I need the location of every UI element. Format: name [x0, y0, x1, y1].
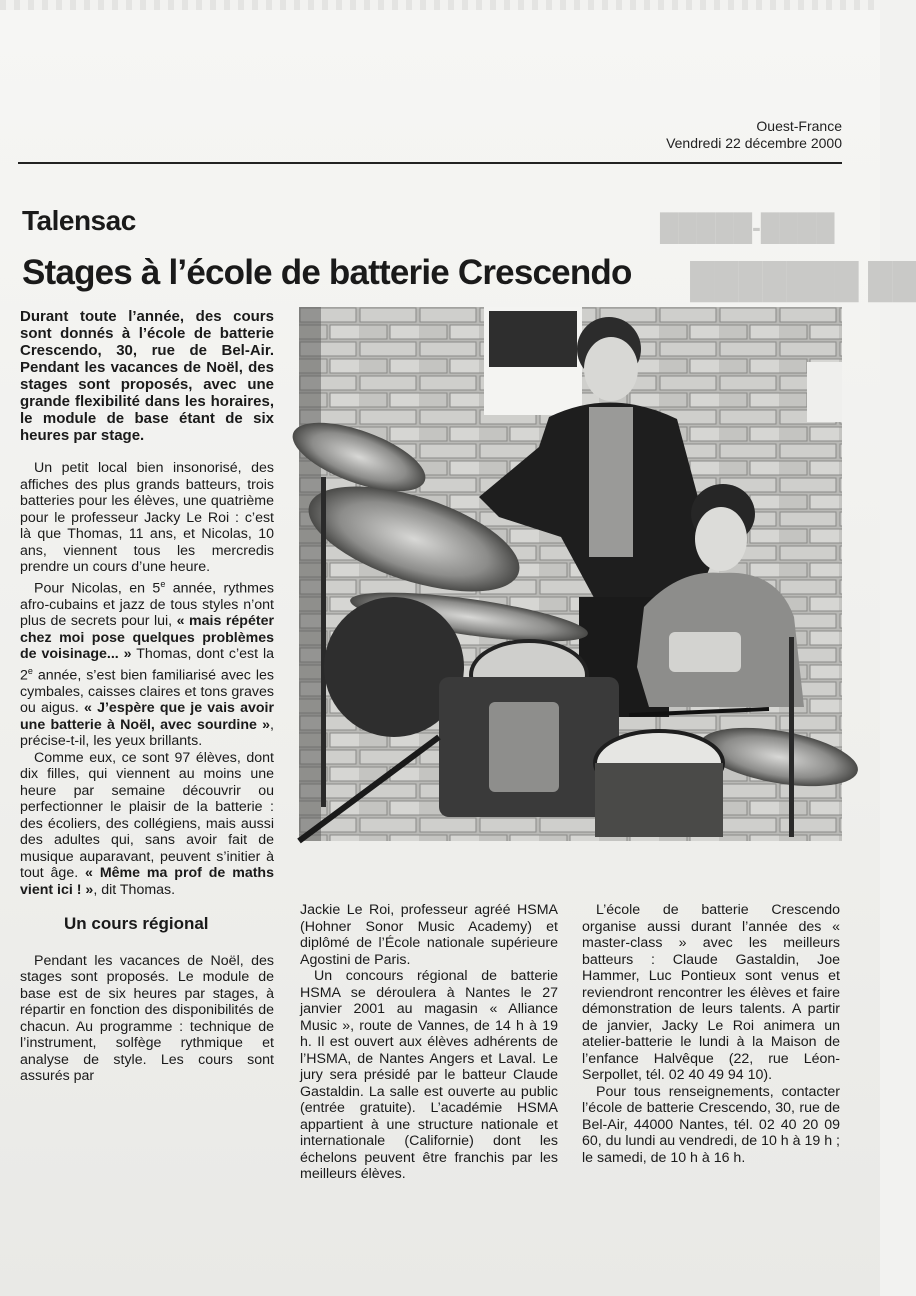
- quote: « Même ma prof de maths vient ici ! »: [20, 865, 274, 898]
- paragraph: Un petit local bien insonorisé, des affiches des plus grands batteurs, trois batteries pour les élèves, une quatrième pour le professeur Jacky Le Roi : c’est là que Thomas, 11 ans, et Nicolas, 10 ans, viennent tous les mercredis prendre un cours d’une heure.: [20, 460, 274, 575]
- article-column-3: [582, 902, 840, 1166]
- door-frame: [299, 307, 321, 841]
- header-rule: [18, 162, 842, 164]
- torn-edge: [0, 0, 880, 10]
- paragraph: Comme eux, ce sont 97 élèves, dont dix filles, qui viennent au moins une heure par semaine découvrir ou perfectionner le plaisir de la batterie : des écoliers, des collégiens, mais aussi des adultes qui, sans avoir fait de musique auparavant, peuvent s’initier à tout âge. « Même ma prof de maths vient ici ! », dit Thomas.: [20, 749, 274, 898]
- sweater-logo: [669, 632, 741, 672]
- paragraph: Un concours régional de batterie HSMA se déroulera à Nantes le 27 janvier 2001 au magasin « Alliance Music », route de Vannes, de 14 h à 19 h. Il est ouvert aux élèves adhérents de l’HSMA, de Nantes Angers et Laval. Le jury sera présidé par le batteur Claude Gastaldin. La salle est ouverte au public (entrée gratuite). L’académie HSMA appartient à une structure nationale et internationale (Californie) dont les échelons peuvent être franchis par les meilleurs élèves.: [300, 968, 558, 1182]
- bleed-through-text: ████-█████: [660, 212, 835, 242]
- poster-image: [489, 311, 577, 367]
- quote: « mais répéter chez moi pose quelques problèmes de voisinage... »: [20, 613, 274, 663]
- boy-face: [695, 507, 747, 571]
- teacher-shirt: [589, 407, 633, 557]
- paragraph: L’école de batterie Crescendo organise aussi durant l’année des « master-class » avec les meilleurs batteurs : Claude Gastaldin, Joe Hammer, Luc Pontieux sont venus et reviendront rencontrer les élèves et faire démonstration de leurs talents. A partir de janvier, Jacky Le Roi animera un atelier-batterie le lundi à la Maison de l’enfance Halvêque (22, rue Léon-Serpollet, tél. 02 40 49 94 10).: [582, 902, 840, 1083]
- drum-shell-reflection: [489, 702, 559, 792]
- cymbal-stand: [789, 637, 794, 837]
- article-column-2: [300, 902, 558, 1183]
- section-title: Talensac: [22, 205, 136, 236]
- bleed-through-text: ██ ███████: [690, 262, 916, 300]
- cymbal-stand: [321, 477, 326, 807]
- sign: [807, 362, 842, 422]
- teacher-face: [584, 337, 638, 401]
- masthead: [666, 118, 842, 152]
- article-photo: [299, 307, 842, 841]
- article-lead: Durant toute l’année, des cours sont donnés à l’école de batterie Crescendo, 30, rue de Bel-Air. Pendant les vacances de Noël, des stages sont proposés, avec une grande flexibilité dans les horaires, le module de base étant de six heures par stage.: [20, 308, 274, 444]
- paragraph: Pour tous renseignements, contacter l’école de batterie Crescendo, 30, rue de Bel-Air, 44000 Nantes, tél. 02 40 20 09 60, du lundi au vendredi, de 10 h à 19 h ; le samedi, de 10 h à 16 h.: [582, 1083, 840, 1166]
- snare-shell: [595, 763, 723, 837]
- subheading: Un cours régional: [64, 914, 209, 934]
- photo-drum-lesson: [299, 307, 842, 841]
- paragraph: Pour Nicolas, en 5e année, rythmes afro-cubains et jazz de tous styles n’ont plus de secrets pour lui, « mais répéter chez moi pose quelques problèmes de voisinage... » Thomas, dont c’est la 2e année, s’est bien familiarisé avec les cymbales, caisses claires et tons graves ou aigus. « J’espère que je vais avoir une batterie à Noël, avec sourdine », précise-t-il, les yeux brillants.: [20, 578, 274, 750]
- publication-date: Vendredi 22 décembre 2000: [666, 135, 842, 151]
- headline: Stages à l’école de batterie Crescendo: [22, 253, 632, 292]
- quote: « J’espère que je vais avoir une batterie à Noël, avec sourdine »: [20, 700, 274, 733]
- paragraph: Jackie Le Roi, professeur agréé HSMA (Hohner Sonor Music Academy) et diplômé de l’École nationale supérieure Agostini de Paris.: [300, 902, 558, 968]
- paragraph: Pendant les vacances de Noël, des stages sont proposés. Le module de base est de six heures par stages, à répartir en fonction des disponibilités de chacun. Au programme : technique de l’instrument, solfège rythmique et analyse de style. Les cours sont assurés par: [20, 952, 274, 1085]
- newspaper-name: Ouest-France: [756, 118, 842, 134]
- article-column-1: [20, 308, 274, 1085]
